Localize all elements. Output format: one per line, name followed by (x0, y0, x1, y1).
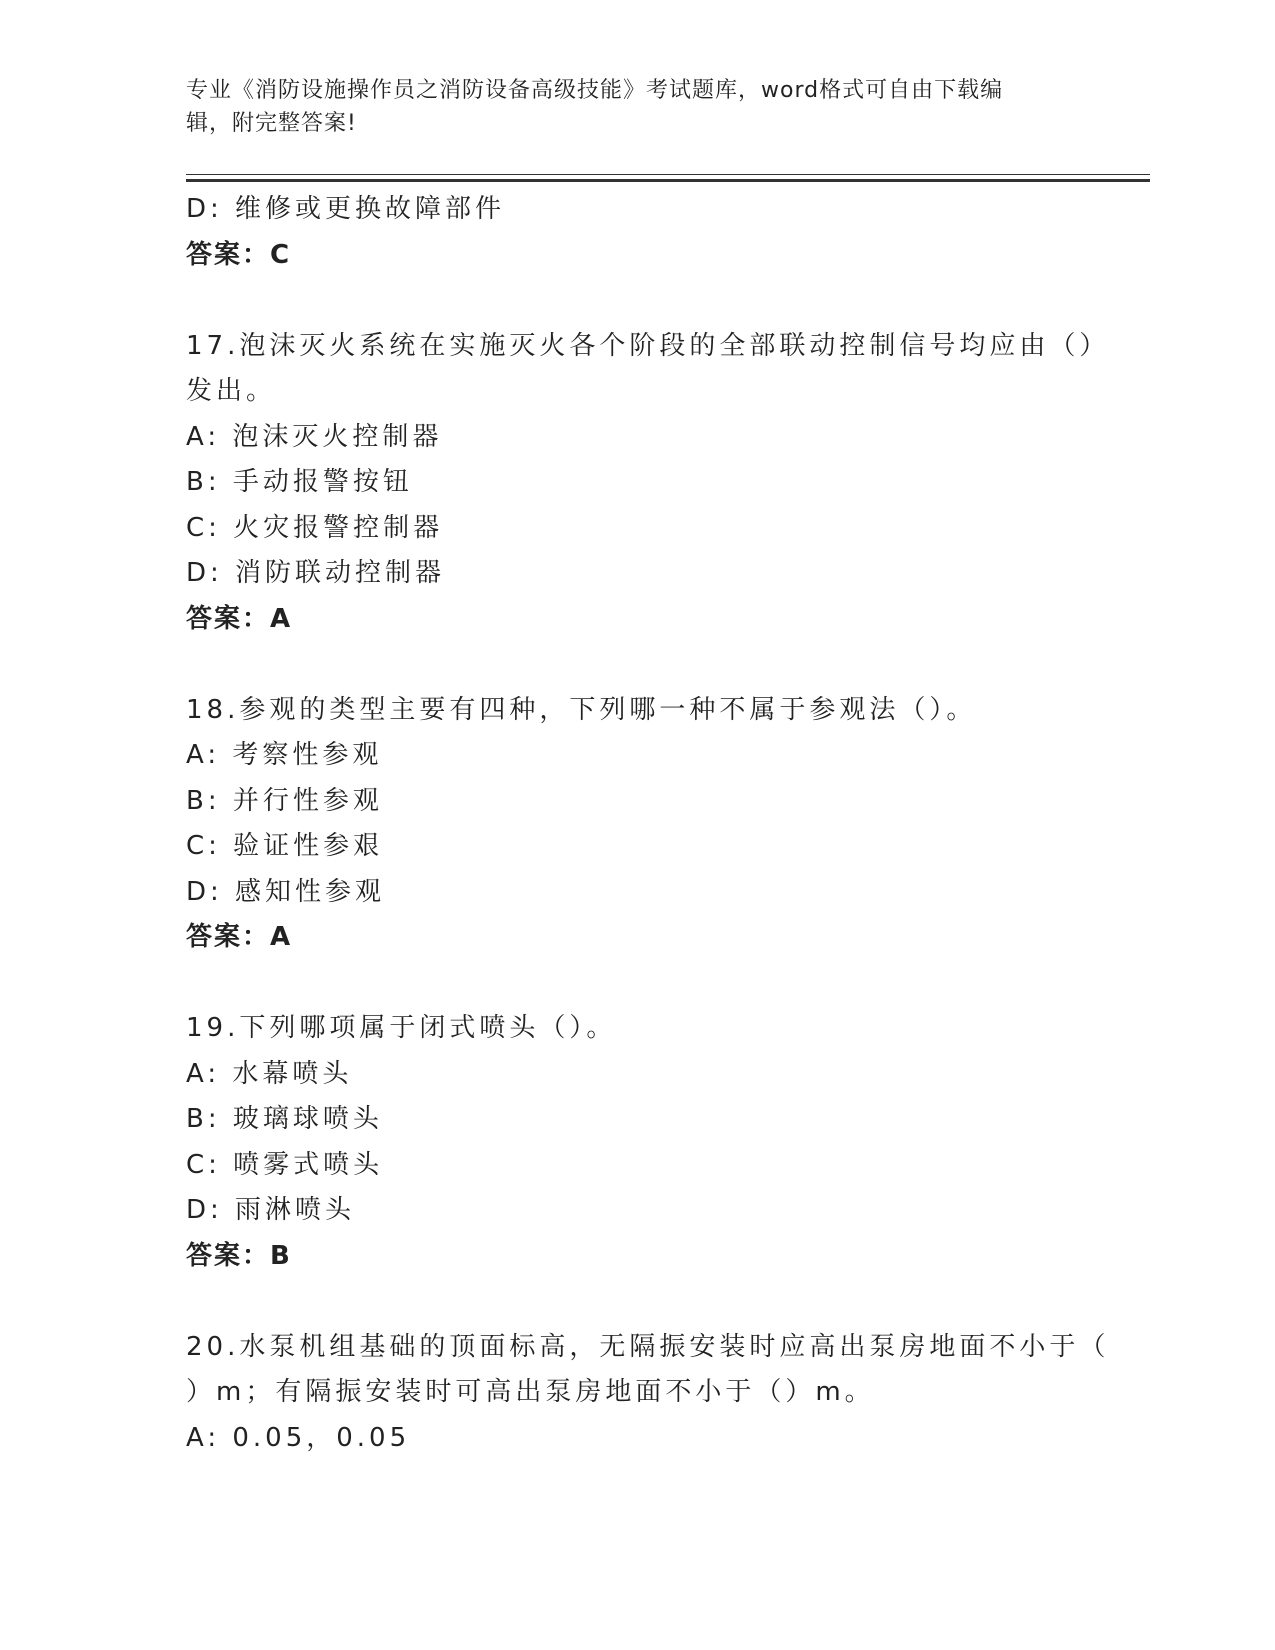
answer-line: 答案：B (186, 1240, 292, 1271)
question-list (186, 187, 1110, 1461)
spacer (186, 1279, 1086, 1325)
answer-line: 答案：C (186, 239, 292, 270)
option-d: D: 维修或更换故障部件 (186, 194, 506, 224)
option-c: C: 火灾报警控制器 (186, 512, 444, 543)
header-line-2: 辑，附完整答案! (186, 111, 357, 136)
option-b: B: 玻璃球喷头 (186, 1104, 383, 1134)
question-stem-continued: ）m；有隔振安装时可高出泵房地面不小于（）m。 (186, 1377, 875, 1407)
question-17 (186, 324, 1110, 643)
question-stem: 18.参观的类型主要有四种，下列哪一种不属于参观法（）。 (186, 694, 977, 725)
question-19 (186, 1006, 1086, 1279)
option-d: D: 雨淋喷头 (186, 1195, 356, 1225)
header-divider-thin (186, 174, 1150, 175)
question-stem: 19.下列哪项属于闭式喷头（）。 (186, 1013, 617, 1043)
option-d: D: 感知性参观 (186, 876, 386, 907)
spacer (186, 961, 1086, 1007)
question-20 (186, 1325, 1110, 1462)
spacer (186, 642, 1086, 688)
option-b: B: 并行性参观 (186, 785, 383, 816)
option-a: A: 考察性参观 (186, 740, 383, 770)
question-stem: 20.水泵机组基础的顶面标高，无隔振安装时应高出泵房地面不小于（ (186, 1331, 1110, 1362)
question-16-tail (186, 187, 1086, 278)
option-a: A: 泡沫灭火控制器 (186, 421, 443, 452)
answer-line: 答案：A (186, 922, 293, 952)
question-18 (186, 688, 1086, 961)
document-header (186, 74, 1066, 140)
option-c: C: 喷雾式喷头 (186, 1149, 384, 1180)
option-a: A: 水幕喷头 (186, 1058, 353, 1089)
option-d: D: 消防联动控制器 (186, 558, 446, 588)
answer-line: 答案：A (186, 603, 293, 634)
spacer (186, 278, 1086, 324)
header-line-1: 专业《消防设施操作员之消防设备高级技能》考试题库，word格式可自由下载编 (186, 78, 1004, 103)
option-c: C: 验证性参艰 (186, 831, 384, 861)
header-divider-thick (186, 179, 1150, 182)
question-stem: 17.泡沫灭火系统在实施灭火各个阶段的全部联动控制信号均应由（） (186, 330, 1110, 361)
option-a: A: 0.05，0.05 (186, 1422, 411, 1453)
question-stem-continued: 发出。 (186, 376, 277, 406)
option-b: B: 手动报警按钮 (186, 467, 413, 497)
